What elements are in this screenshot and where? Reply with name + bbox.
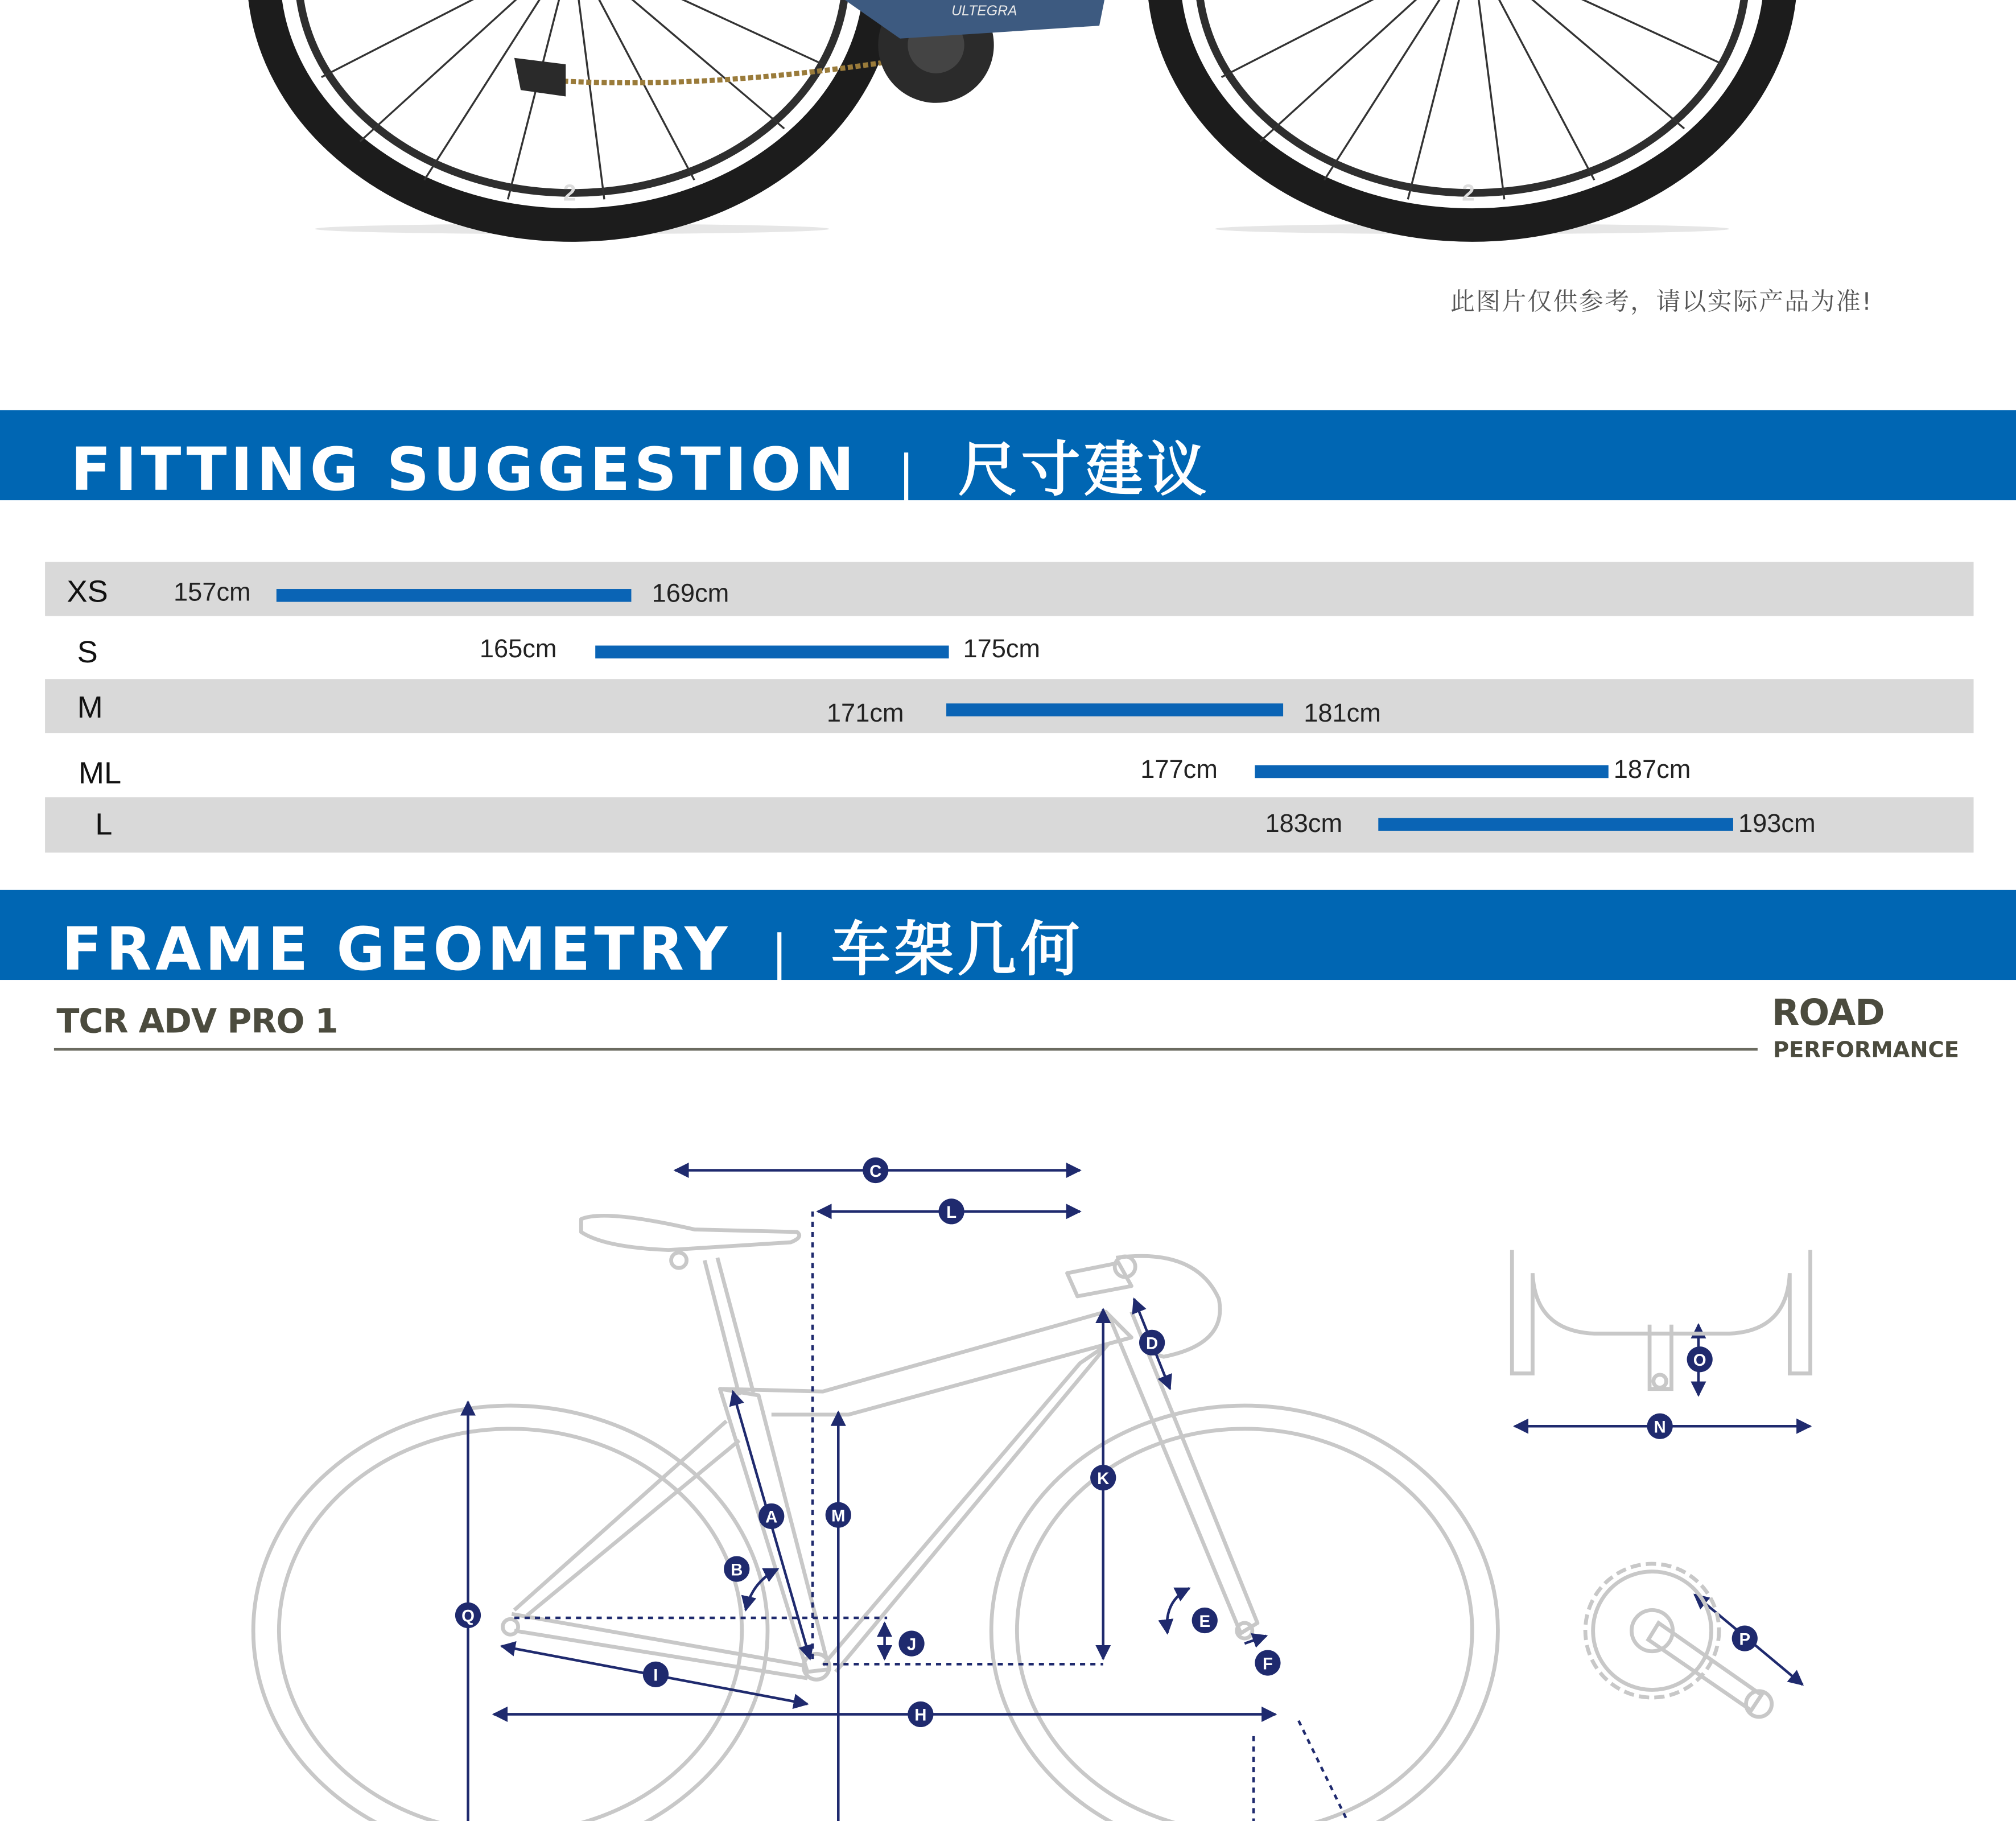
model-divider — [54, 1048, 1758, 1051]
rim-logo-front: 2 — [1462, 179, 1475, 206]
svg-text:J: J — [906, 1635, 917, 1654]
height-max: 193cm — [1738, 810, 1816, 839]
height-min: 165cm — [479, 635, 557, 664]
size-label: L — [95, 807, 113, 843]
height-min: 183cm — [1265, 810, 1343, 839]
svg-text:B: B — [731, 1560, 743, 1580]
svg-text:H: H — [914, 1705, 927, 1725]
svg-text:Q: Q — [461, 1606, 475, 1626]
svg-text:P: P — [1739, 1630, 1751, 1649]
svg-text:C: C — [869, 1161, 882, 1181]
badge-h — [908, 1701, 933, 1727]
badge-m — [826, 1502, 851, 1528]
groupset-mark: ULTEGRA — [951, 3, 1017, 19]
fitting-title-separator: | — [898, 444, 918, 502]
diagram-wheels — [253, 1406, 1498, 1821]
size-label: M — [77, 690, 103, 726]
bike-photo — [0, 0, 2016, 257]
height-range-bar — [1255, 765, 1608, 778]
badge-a — [758, 1503, 784, 1529]
geometry-diagram — [0, 1119, 2016, 1821]
svg-text:D: D — [1146, 1334, 1159, 1353]
badge-o — [1687, 1346, 1713, 1372]
height-min: 157cm — [174, 578, 251, 607]
geometry-title-cn: 车架几何 — [831, 914, 1083, 984]
size-label: XS — [67, 575, 108, 610]
badge-f — [1255, 1650, 1280, 1675]
category-main: ROAD — [1771, 991, 1885, 1034]
height-range-bar — [1378, 818, 1733, 831]
size-label: ML — [78, 756, 122, 791]
height-max: 169cm — [652, 580, 729, 608]
handlebar-diagram — [1512, 1250, 1810, 1389]
badge-d — [1139, 1330, 1165, 1356]
rear-wheel — [263, 0, 881, 225]
geometry-title-separator: | — [771, 924, 791, 982]
badge-k — [1090, 1465, 1116, 1490]
badge-i — [643, 1662, 669, 1687]
svg-text:O: O — [1693, 1351, 1706, 1370]
fitting-title — [71, 423, 1210, 508]
svg-text:M: M — [831, 1506, 846, 1526]
badge-q — [455, 1602, 481, 1628]
svg-text:A: A — [765, 1507, 778, 1527]
geometry-banner — [0, 890, 2016, 984]
fitting-banner — [0, 410, 2016, 504]
size-label: S — [77, 635, 98, 670]
height-range-bar — [946, 703, 1283, 716]
height-range-bar — [277, 589, 632, 602]
front-wheel — [1164, 0, 1781, 225]
svg-text:K: K — [1097, 1469, 1110, 1488]
svg-text:I: I — [653, 1666, 658, 1685]
badge-n — [1647, 1414, 1673, 1439]
height-max: 175cm — [963, 635, 1041, 664]
fitting-title-en: FITTING SUGGESTION — [71, 434, 859, 504]
svg-text:N: N — [1654, 1418, 1666, 1437]
height-min: 171cm — [826, 699, 904, 728]
badge-p — [1732, 1626, 1758, 1651]
badge-c — [863, 1157, 888, 1183]
svg-text:F: F — [1262, 1654, 1273, 1674]
height-min: 177cm — [1140, 756, 1218, 785]
rim-logo-rear: 2 — [563, 179, 576, 206]
height-max: 181cm — [1304, 699, 1381, 728]
badge-l — [939, 1198, 964, 1224]
category-sub: PERFORMANCE — [1772, 1037, 1959, 1064]
svg-text:E: E — [1199, 1612, 1211, 1631]
disclaimer-text: 此图片仅供参考，请以实际产品为准! — [1450, 288, 1873, 316]
svg-text:L: L — [946, 1203, 957, 1222]
badge-j — [898, 1631, 924, 1657]
badge-b — [724, 1556, 749, 1581]
height-max: 187cm — [1613, 756, 1691, 785]
badge-e — [1192, 1608, 1218, 1633]
geometry-title-en: FRAME GEOMETRY — [61, 914, 732, 984]
model-name: TCR ADV PRO 1 — [56, 1003, 338, 1042]
height-range-bar — [595, 645, 949, 658]
geometry-title — [61, 903, 1083, 987]
fitting-title-cn: 尺寸建议 — [958, 434, 1210, 504]
